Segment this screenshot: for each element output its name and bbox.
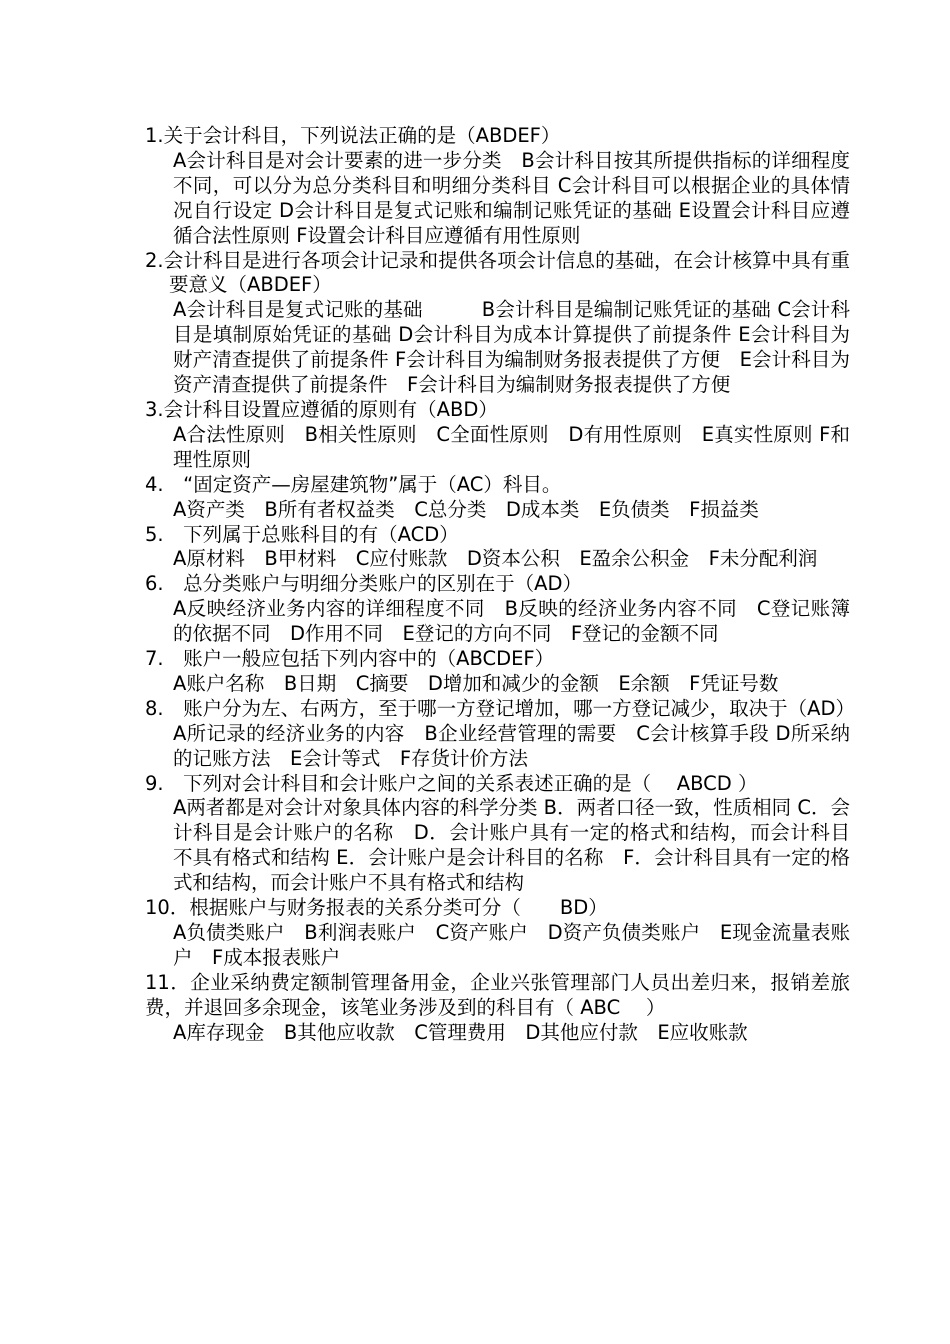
options-2: A会计科目是复式记账的基础 B会计科目是编制记账凭证的基础 C会计科目是填制原始凭证的基础 D会计科目为成本计算提供了前提条件 E会计科目为财产清查提供了前提条件 F会计科目为编制财务报表提供了方便 E会计科目为资产清查提供了前提条件 F会计科目为编制财务报表提供了方便 xyxy=(173,298,850,397)
question-4: 4. “固定资产—房屋建筑物”属于（AC）科目。 xyxy=(145,472,562,496)
options-10: A负债类账户 B利润表账户 C资产账户 D资产负债类账户 E现金流量表账户 F成本报表账户 xyxy=(173,921,850,969)
question-11: 11．企业采纳费定额制管理备用金，企业兴张管理部门人员出差归来，报销差旅费，并退回多余现金，该笔业务涉及到的科目有（ ABC ） xyxy=(145,970,850,1019)
question-7: 7. 账户一般应包括下列内容中的（ABCDEF） xyxy=(145,647,555,671)
question-9: 9. 下列对会计科目和会计账户之间的关系表述正确的是（ ABCD ） xyxy=(145,771,758,795)
options-8: A所记录的经济业务的内容 B企业经营管理的需要 C会计核算手段 D所采纳的记账方法 E会计等式 F存货计价方法 xyxy=(173,721,850,770)
question-1: 1.关于会计科目，下列说法正确的是（ABDEF） xyxy=(145,124,561,147)
options-5: A原材料 B甲材料 C应付账款 D资本公积 E盈余公积金 F未分配利润 xyxy=(173,547,818,571)
options-1: A会计科目是对会计要素的进一步分类 B会计科目按其所提供指标的详细程度不同，可以分为总分类科目和明细分类科目 C会计科目可以根据企业的具体情况自行设定 D会计科目是复式记账和编制记账凭证的基础 E设置会计科目应遵循合法性原则 F设置会计科目应遵循有用性原则 xyxy=(173,148,850,247)
question-2: 2.会计科目是进行各项会计记录和提供各项会计信息的基础，在会计核算中具有重要意义（ABDEF） xyxy=(145,248,850,297)
options-9: A两者都是对会计对象具体内容的科学分类 B．两者口径一致，性质相同 C．会计科目是会计账户的名称 D．会计账户具有一定的格式和结构，而会计科目不具有格式和结构 E．会计账户是会计科目的名称 F．会计科目具有一定的格式和结构，而会计账户不具有格式和结构 xyxy=(173,796,850,895)
question-6: 6. 总分类账户与明细分类账户的区别在于（AD） xyxy=(145,572,582,596)
question-10: 10．根据账户与财务报表的关系分类可分（ BD） xyxy=(145,896,608,920)
options-7: A账户名称 B日期 C摘要 D增加和减少的金额 E余额 F凭证号数 xyxy=(173,671,779,695)
options-4: A资产类 B所有者权益类 C总分类 D成本类 E负债类 F损益类 xyxy=(173,497,759,521)
question-5: 5. 下列属于总账科目的有（ACD） xyxy=(145,522,459,546)
document-body xyxy=(145,124,855,1046)
options-6: A反映经济业务内容的详细程度不同 B反映的经济业务内容不同 C登记账簿的依据不同 D作用不同 E登记的方向不同 F登记的金额不同 xyxy=(173,597,850,646)
options-11: A库存现金 B其他应收款 C管理费用 D其他应付款 E应收账款 xyxy=(173,1020,748,1044)
question-8: 8. 账户分为左、右两方，至于哪一方登记增加，哪一方登记减少，取决于（AD） xyxy=(145,696,855,720)
options-3: A合法性原则 B相关性原则 C全面性原则 D有用性原则 E真实性原则 F和理性原则 xyxy=(173,422,850,471)
question-3: 3.会计科目设置应遵循的原则有（ABD） xyxy=(145,397,498,421)
